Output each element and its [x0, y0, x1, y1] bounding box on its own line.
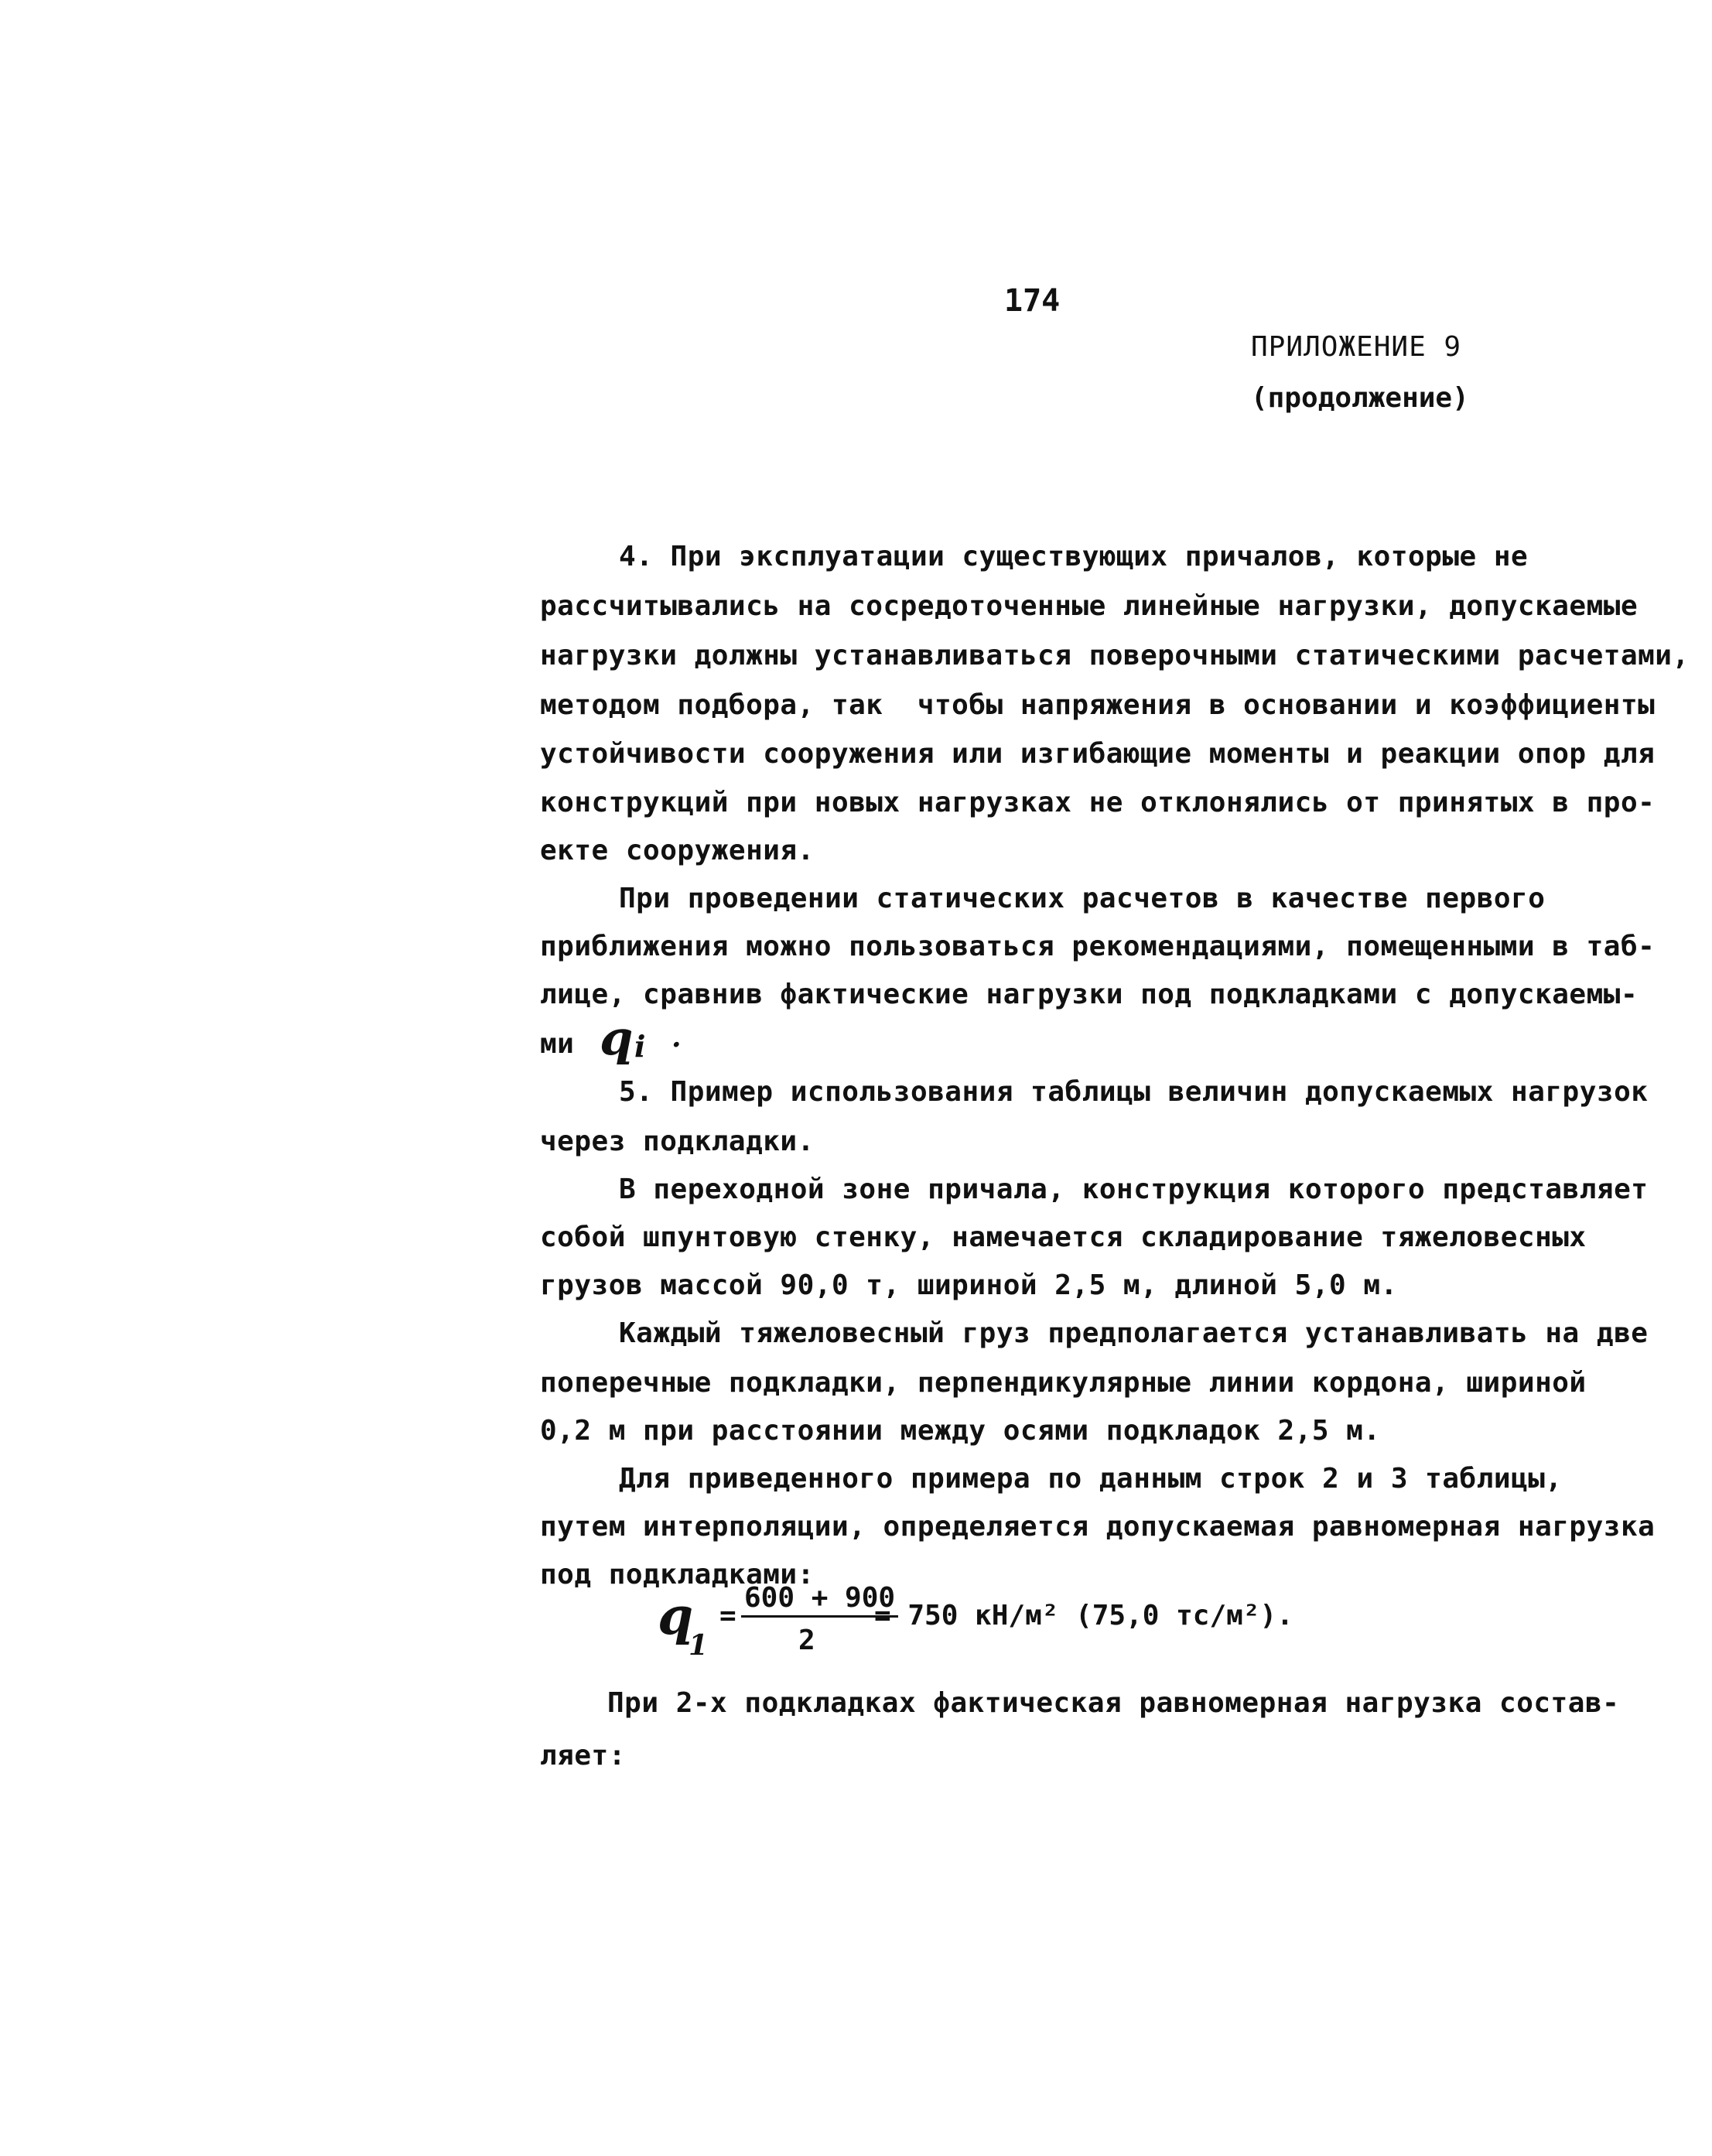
appendix-subtitle: (продолжение)	[1251, 382, 1469, 414]
text-line: собой шпунтовую стенку, намечается складирование тяжеловесных	[540, 1222, 1587, 1253]
formula-result: = 750 кН/м² (75,0 тс/м²).	[874, 1600, 1293, 1632]
text-line: устойчивости сооружения или изгибающие моменты и реакции опор для	[540, 738, 1656, 770]
text-line: В переходной зоне причала, конструкция которого представляет	[619, 1174, 1649, 1205]
text-line: путем интерполяции, определяется допускаемая равномерная нагрузка	[540, 1511, 1656, 1543]
text-line: через подкладки.	[540, 1126, 815, 1157]
text-line: При проведении статических расчетов в качестве первого	[619, 883, 1546, 914]
text-line: нагрузки должны устанавливаться поверочными статическими расчетами,	[540, 640, 1690, 671]
formula	[658, 1578, 1354, 1679]
text-line: рассчитывались на сосредоточенные линейные нагрузки, допускаемые	[540, 590, 1639, 622]
text-line: 5. Пример использования таблицы величин допускаемых нагрузок	[619, 1076, 1649, 1108]
formula-q-symbol: q	[658, 1586, 694, 1646]
text-line: поперечные подкладки, перпендикулярные линии кордона, шириной	[540, 1367, 1587, 1399]
formula-denominator: 2	[798, 1625, 815, 1656]
text-line: конструкций при новых нагрузках не отклонялись от принятых в про-	[540, 787, 1656, 818]
text-line: екте сооружения.	[540, 835, 815, 866]
text-line: приближения можно пользоваться рекомендациями, помещенными в таб-	[540, 931, 1656, 962]
handwritten-q-symbol: q	[600, 1010, 634, 1066]
text-line: Для приведенного примера по данным строк 2 и 3 таблицы,	[619, 1463, 1563, 1495]
formula-equals: =	[719, 1600, 736, 1632]
text-line: лице, сравнив фактические нагрузки под подкладками с допускаемы-	[540, 979, 1639, 1010]
text-line: методом подбора, так чтобы напряжения в основании и коэффициенты	[540, 689, 1656, 721]
appendix-title: ПРИЛОЖЕНИЕ 9	[1251, 331, 1462, 363]
page-number: 174	[1004, 283, 1061, 319]
text-line: 4. При эксплуатации существующих причалов, которые не	[619, 541, 1529, 572]
handwritten-q-dot: .	[671, 1021, 682, 1054]
text-line: Каждый тяжеловесный груз предполагается устанавливать на две	[619, 1317, 1649, 1349]
text-line: 0,2 м при расстоянии между осями подкладок 2,5 м.	[540, 1415, 1381, 1447]
formula-numerator: 600 + 900	[741, 1583, 898, 1618]
formula-q-subscript: 1	[689, 1629, 709, 1662]
text-line: грузов массой 90,0 т, шириной 2,5 м, длиной 5,0 м.	[540, 1269, 1398, 1301]
text-line: ляет:	[540, 1740, 626, 1772]
text-line: ми	[540, 1028, 575, 1060]
text-line: под подкладками:	[540, 1559, 815, 1591]
text-line: При 2-х подкладках фактическая равномерная нагрузка состав-	[607, 1687, 1620, 1719]
handwritten-q-subscript: i	[634, 1029, 646, 1064]
